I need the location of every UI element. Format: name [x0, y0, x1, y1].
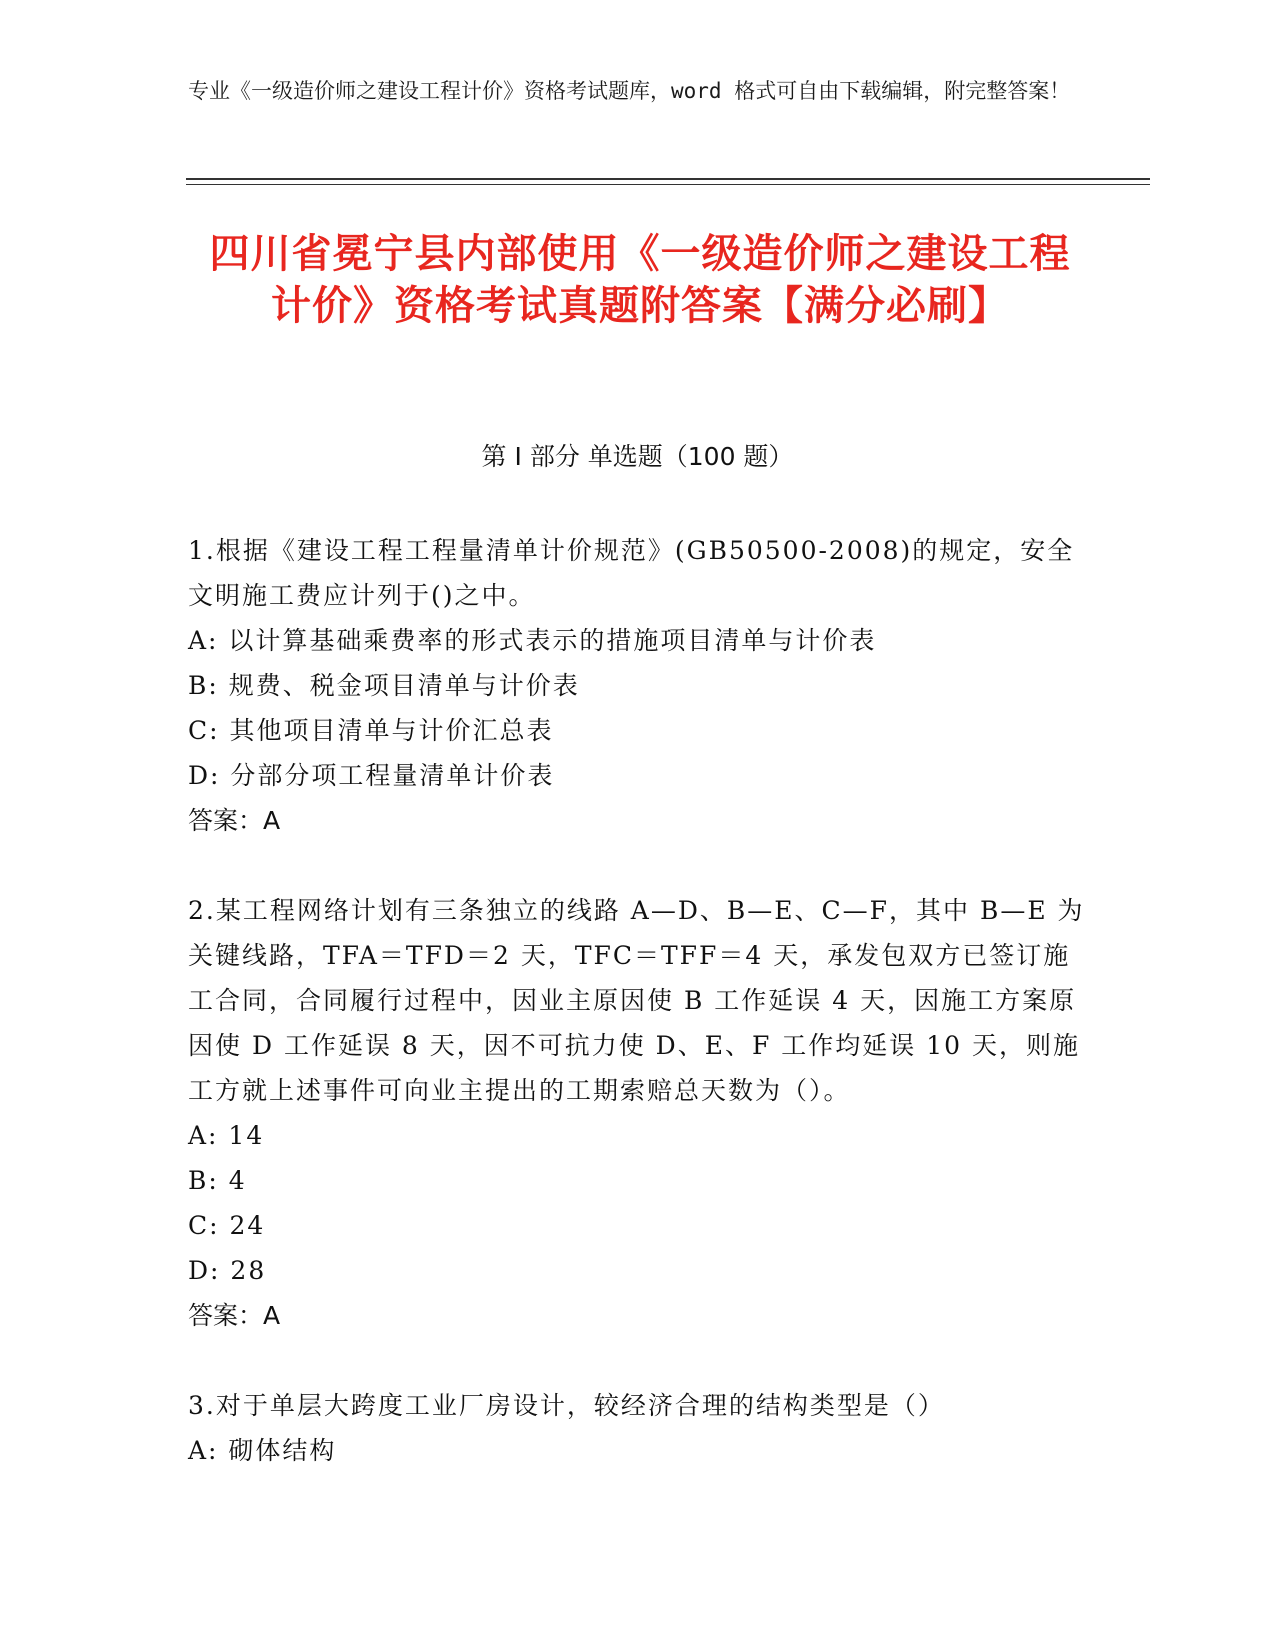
option-a: A: 14 [188, 1121, 265, 1150]
question-1 [188, 528, 1088, 844]
header-divider-thin [186, 184, 1150, 185]
option-d: D: 28 [188, 1256, 267, 1285]
option-a: A: 以计算基础乘费率的形式表示的措施项目清单与计价表 [188, 626, 877, 655]
question-stem: 2.某工程网络计划有三条独立的线路 A—D、B—E、C—F，其中 B—E 为关键线路，TFA＝TFD＝2 天，TFC＝TFF＝4 天，承发包双方已签订施工合同，合同履行过程中，因业主原因使 B 工作延误 4 天，因施工方案原因使 D 工作延误 8 天，因不可抗力使 D、E、F 工作均延误 10 天，则施工方就上述事件可向业主提出的工期索赔总天数为（）。 [188, 896, 1085, 1105]
question-stem: 3.对于单层大跨度工业厂房设计，较经济合理的结构类型是（） [188, 1391, 945, 1420]
option-c: C: 24 [188, 1211, 266, 1240]
section-heading: 第 I 部分 单选题（100 题） [481, 442, 794, 471]
question-3 [188, 1383, 1088, 1473]
question-2 [188, 888, 1088, 1339]
header-note: 专业《一级造价师之建设工程计价》资格考试题库，word 格式可自由下载编辑，附完整答案！ [188, 79, 1071, 103]
document-title: 四川省冕宁县内部使用《一级造价师之建设工程计价》资格考试真题附答案【满分必刷】 [209, 231, 1071, 329]
option-a: A: 砌体结构 [188, 1436, 337, 1465]
option-c: C: 其他项目清单与计价汇总表 [188, 716, 554, 745]
answer-line: 答案：A [188, 806, 281, 835]
option-b: B: 4 [188, 1166, 247, 1195]
header-divider [186, 178, 1150, 180]
option-b: B: 规费、税金项目清单与计价表 [188, 671, 580, 700]
answer-line: 答案：A [188, 1301, 281, 1330]
option-d: D: 分部分项工程量清单计价表 [188, 761, 555, 790]
question-stem: 1.根据《建设工程工程量清单计价规范》(GB50500-2008)的规定，安全文明施工费应计列于()之中。 [188, 536, 1075, 610]
question-list [188, 528, 1088, 1517]
